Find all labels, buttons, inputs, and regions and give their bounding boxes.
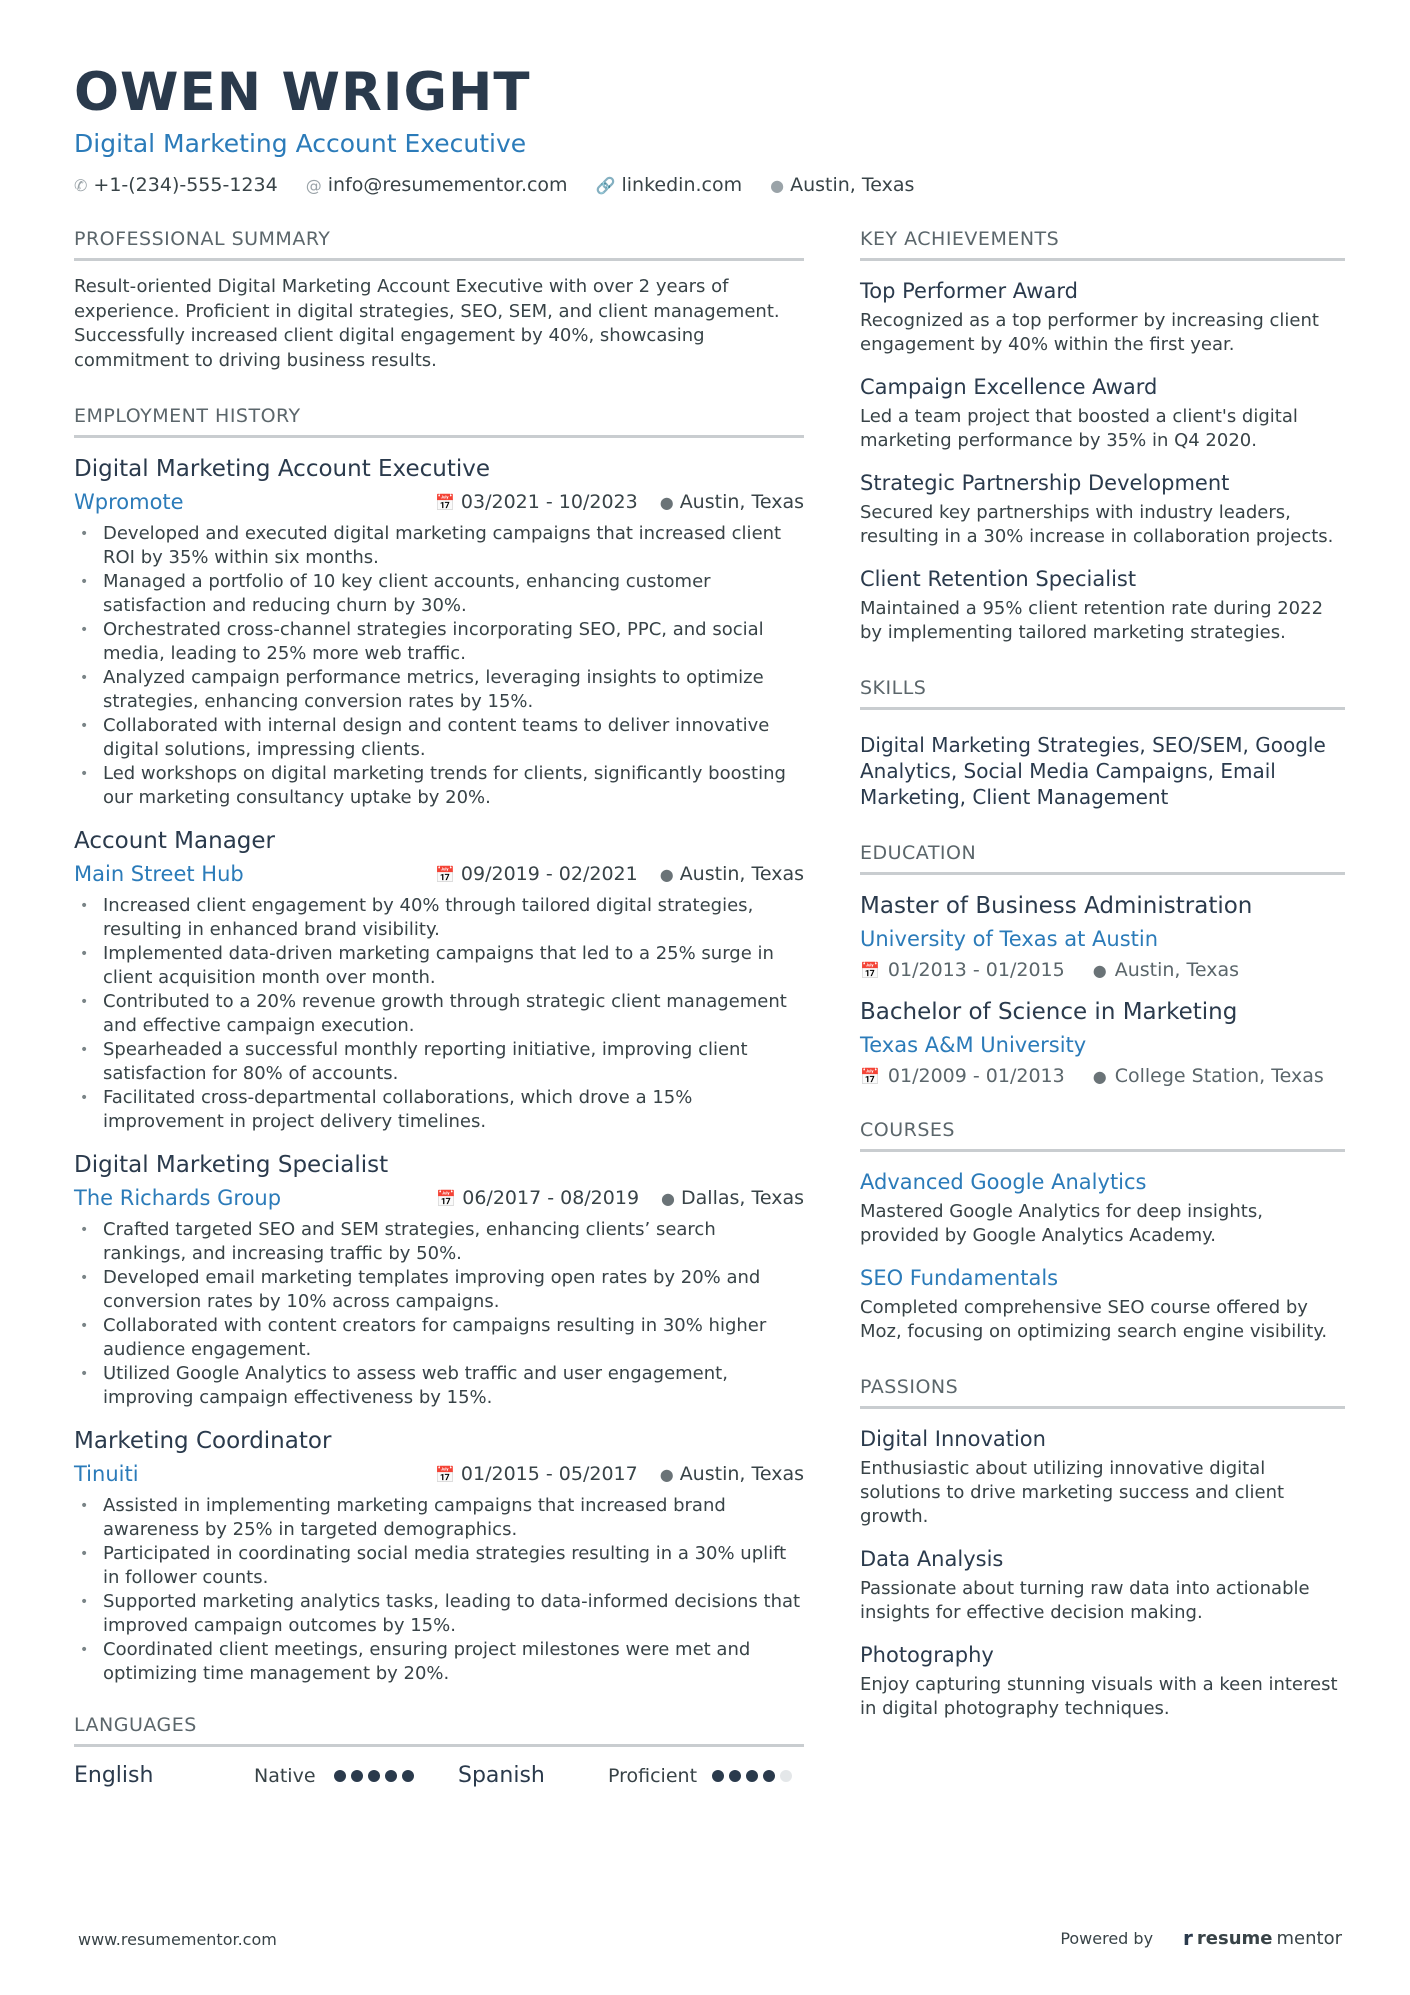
section-title: PASSIONS [860, 1374, 1345, 1409]
passion-title: Digital Innovation [860, 1427, 1046, 1451]
language-level: Proficient [608, 1764, 698, 1787]
job-title: Digital Marketing Specialist [74, 1152, 389, 1178]
languages-section [74, 1712, 804, 1788]
list-item: • Coordinated client meetings, ensuring project milestones were met and optimizing time management by 20%. [74, 1638, 804, 1686]
language-rating [712, 1770, 792, 1782]
list-item: • Led workshops on digital marketing trends for clients, significantly boosting our marketing consultancy uptake by 20%. [74, 762, 804, 810]
job-entry [74, 826, 804, 1134]
passion-desc: Enjoy capturing stunning visuals with a keen interest in digital photography techniques. [860, 1674, 1338, 1719]
email-text: info@resumementor.com [327, 174, 568, 196]
job-location [660, 491, 804, 513]
powered-by-text: Powered by [1060, 1928, 1154, 1948]
candidate-headline: Digital Marketing Account Executive [74, 129, 527, 158]
courses-section [860, 1117, 1345, 1344]
job-dates [435, 863, 638, 885]
company-name: Tinuiti [74, 1462, 139, 1486]
list-item: • Crafted targeted SEO and SEM strategies, enhancing clients’ search rankings, and increasing traffic by 50%. [74, 1218, 804, 1266]
job-location-text: Austin, Texas [679, 863, 804, 885]
job-entry [74, 1426, 804, 1686]
brand-name-bold: resume [1196, 1927, 1273, 1949]
map-pin-icon: ● [770, 175, 785, 195]
section-title: SKILLS [860, 675, 1345, 710]
calendar-icon: 📅 [436, 1189, 457, 1208]
passion-desc: Enthusiastic about utilizing innovative digital solutions to drive marketing success and client growth. [860, 1458, 1285, 1527]
job-row [74, 488, 804, 516]
calendar-icon: 📅 [434, 865, 455, 884]
achievement-title: Campaign Excellence Award [860, 375, 1158, 399]
passion-item [860, 1545, 1345, 1625]
rating-dot-filled [712, 1770, 724, 1782]
education-section [860, 840, 1345, 1087]
list-item: • Increased client engagement by 40% through tailored digital strategies, resulting in enhanced brand visibility. [74, 894, 804, 942]
link-icon: 🔗 [595, 175, 616, 195]
job-dates [436, 1187, 639, 1209]
map-pin-icon: ● [659, 493, 674, 512]
job-meta [436, 1187, 804, 1209]
edu-degree: Bachelor of Science in Marketing [860, 999, 1238, 1025]
achievement-item [860, 565, 1345, 645]
achievement-desc: Secured key partnerships with industry leaders, resulting in a 30% increase in collaboration projects. [860, 502, 1334, 547]
edu-location-text: College Station, Texas [1114, 1065, 1324, 1087]
language-name: English [74, 1763, 154, 1788]
website-text: linkedin.com [621, 174, 743, 196]
education-item [860, 891, 1345, 981]
rating-dot-filled [402, 1770, 414, 1782]
language-item [74, 1763, 458, 1788]
map-pin-icon: ● [659, 865, 674, 884]
list-item: • Developed email marketing templates improving open rates by 20% and conversion rates by 10% across campaigns. [74, 1266, 804, 1314]
job-dates [435, 1463, 638, 1485]
contact-phone [74, 174, 278, 196]
course-item [860, 1264, 1345, 1344]
course-desc: Completed comprehensive SEO course offered by Moz, focusing on optimizing search engine visibility. [860, 1297, 1328, 1342]
employment-section [74, 403, 804, 1686]
map-pin-icon: ● [661, 1189, 676, 1208]
at-sign-icon: @ [305, 175, 322, 195]
passion-item [860, 1425, 1345, 1529]
summary-section [74, 226, 804, 373]
list-item: • Contributed to a 20% revenue growth through strategic client management and effective campaign execution. [74, 990, 804, 1038]
right-column [860, 226, 1345, 1751]
list-item: • Analyzed campaign performance metrics, leveraging insights to optimize strategies, enhancing conversion rates by 15%. [74, 666, 804, 714]
section-title: KEY ACHIEVEMENTS [860, 226, 1345, 261]
footer-site-link[interactable]: www.resumementor.com [78, 1930, 277, 1949]
edu-degree: Master of Business Administration [860, 893, 1253, 919]
passions-section [860, 1374, 1345, 1721]
job-row [74, 1184, 804, 1212]
company-name: Wpromote [74, 490, 184, 514]
job-location [661, 1187, 804, 1209]
job-title: Digital Marketing Account Executive [74, 456, 490, 482]
skills-section [860, 675, 1345, 810]
brand-name-rest: mentor [1276, 1927, 1342, 1949]
edu-location [1093, 959, 1239, 981]
list-item: • Implemented data-driven marketing campaigns that led to a 25% surge in client acquisition month over month. [74, 942, 804, 990]
section-title: COURSES [860, 1117, 1345, 1152]
job-bullets [74, 1218, 804, 1410]
edu-dates-text: 01/2013 - 01/2015 [887, 959, 1065, 981]
job-dates [435, 491, 638, 513]
job-bullets [74, 522, 804, 810]
skills-text: Digital Marketing Strategies, SEO/SEM, Google Analytics, Social Media Campaigns, Email Marketing, Client Management [860, 733, 1326, 809]
brand-mark-icon: r [1183, 1926, 1193, 1950]
job-row [74, 860, 804, 888]
education-item [860, 997, 1345, 1087]
phone-icon: ✆ [74, 175, 88, 195]
job-bullets [74, 1494, 804, 1686]
job-location [660, 1463, 804, 1485]
map-pin-icon: ● [1092, 1067, 1107, 1086]
list-item: • Collaborated with internal design and content teams to deliver innovative digital solutions, impressing clients. [74, 714, 804, 762]
edu-location [1093, 1065, 1324, 1087]
passion-item [860, 1641, 1345, 1721]
course-title: SEO Fundamentals [860, 1266, 1059, 1290]
calendar-icon: 📅 [434, 1465, 455, 1484]
map-pin-icon: ● [659, 1465, 674, 1484]
rating-dot-filled [368, 1770, 380, 1782]
passion-title: Photography [860, 1643, 994, 1667]
job-meta [435, 1463, 804, 1485]
calendar-icon: 📅 [434, 493, 455, 512]
languages-list [74, 1763, 804, 1788]
list-item: • Managed a portfolio of 10 key client accounts, enhancing customer satisfaction and reducing churn by 30%. [74, 570, 804, 618]
achievement-item [860, 469, 1345, 549]
rating-dot-filled [351, 1770, 363, 1782]
achievement-title: Strategic Partnership Development [860, 471, 1230, 495]
job-dates-text: 03/2021 - 10/2023 [460, 491, 638, 513]
resume-header [74, 62, 1344, 196]
rating-dot-filled [385, 1770, 397, 1782]
list-item: • Assisted in implementing marketing campaigns that increased brand awareness by 25% in targeted demographics. [74, 1494, 804, 1542]
job-dates-text: 01/2015 - 05/2017 [460, 1463, 638, 1485]
language-name: Spanish [458, 1763, 545, 1788]
job-meta [435, 863, 804, 885]
job-bullets [74, 894, 804, 1134]
list-item: • Spearheaded a successful monthly reporting initiative, improving client satisfaction for 80% of accounts. [74, 1038, 804, 1086]
section-title: EMPLOYMENT HISTORY [74, 403, 804, 438]
edu-meta [860, 959, 1345, 981]
job-row [74, 1460, 804, 1488]
company-name: The Richards Group [74, 1186, 282, 1210]
calendar-icon: 📅 [860, 1067, 880, 1086]
rating-dot-filled [334, 1770, 346, 1782]
edu-school: University of Texas at Austin [860, 927, 1159, 951]
list-item: • Supported marketing analytics tasks, leading to data-informed decisions that improved campaign outcomes by 15%. [74, 1590, 804, 1638]
achievement-desc: Led a team project that boosted a client's digital marketing performance by 35% in Q4 2020. [860, 406, 1298, 451]
company-name: Main Street Hub [74, 862, 244, 886]
achievement-title: Top Performer Award [860, 279, 1078, 303]
language-rating [334, 1770, 414, 1782]
job-meta [435, 491, 804, 513]
edu-location-text: Austin, Texas [1114, 959, 1240, 981]
brand-logo[interactable] [1183, 1926, 1342, 1950]
location-text: Austin, Texas [790, 174, 915, 196]
job-location-text: Austin, Texas [679, 491, 804, 513]
achievement-item [860, 373, 1345, 453]
list-item: • Participated in coordinating social media strategies resulting in a 30% uplift in follower counts. [74, 1542, 804, 1590]
rating-dot-filled [729, 1770, 741, 1782]
contact-location [770, 174, 914, 196]
rating-dot-filled [746, 1770, 758, 1782]
left-column [74, 226, 804, 1818]
list-item: • Utilized Google Analytics to assess web traffic and user engagement, improving campaign effectiveness by 15%. [74, 1362, 804, 1410]
edu-school: Texas A&M University [860, 1033, 1087, 1057]
section-title: PROFESSIONAL SUMMARY [74, 226, 804, 261]
edu-dates [860, 959, 1065, 981]
job-location [660, 863, 804, 885]
course-item [860, 1168, 1345, 1248]
map-pin-icon: ● [1092, 961, 1107, 980]
calendar-icon: 📅 [860, 961, 880, 980]
edu-dates [860, 1065, 1065, 1087]
footer-branding [1060, 1926, 1342, 1950]
achievement-desc: Maintained a 95% client retention rate during 2022 by implementing tailored marketing strategies. [860, 598, 1324, 643]
section-title: LANGUAGES [74, 1712, 804, 1747]
contact-email[interactable] [306, 174, 568, 196]
rating-dot-filled [763, 1770, 775, 1782]
achievement-title: Client Retention Specialist [860, 567, 1137, 591]
candidate-name: OWEN WRIGHT [74, 62, 531, 123]
contact-website[interactable] [596, 174, 743, 196]
list-item: • Facilitated cross-departmental collaborations, which drove a 15% improvement in project delivery timelines. [74, 1086, 804, 1134]
list-item: • Developed and executed digital marketing campaigns that increased client ROI by 35% within six months. [74, 522, 804, 570]
summary-text: Result-oriented Digital Marketing Account Executive with over 2 years of experience. Proficient in digital strategies, SEO, SEM, and client management. Successfully increased client digital engagement by 40%, showcasing commitment to driving business results. [74, 276, 780, 371]
job-location-text: Austin, Texas [679, 1463, 804, 1485]
job-entry [74, 1150, 804, 1410]
job-title: Marketing Coordinator [74, 1428, 332, 1454]
list-item: • Collaborated with content creators for campaigns resulting in 30% higher audience engagement. [74, 1314, 804, 1362]
achievement-desc: Recognized as a top performer by increasing client engagement by 40% within the first year. [860, 310, 1319, 355]
job-title: Account Manager [74, 828, 275, 854]
passion-desc: Passionate about turning raw data into actionable insights for effective decision making. [860, 1578, 1310, 1623]
list-item: • Orchestrated cross-channel strategies incorporating SEO, PPC, and social media, leading to 25% more web traffic. [74, 618, 804, 666]
contact-bar [74, 174, 1344, 196]
passion-title: Data Analysis [860, 1547, 1004, 1571]
job-location-text: Dallas, Texas [681, 1187, 804, 1209]
language-level: Native [254, 1764, 316, 1787]
section-title: EDUCATION [860, 840, 1345, 875]
rating-dot-empty [780, 1770, 792, 1782]
edu-dates-text: 01/2009 - 01/2013 [887, 1065, 1065, 1087]
job-entry [74, 454, 804, 810]
language-item [458, 1763, 804, 1788]
course-title: Advanced Google Analytics [860, 1170, 1147, 1194]
edu-meta [860, 1065, 1345, 1087]
achievement-item [860, 277, 1345, 357]
job-dates-text: 09/2019 - 02/2021 [460, 863, 638, 885]
achievements-section [860, 226, 1345, 645]
phone-text: +1-(234)-555-1234 [93, 174, 278, 196]
job-dates-text: 06/2017 - 08/2019 [462, 1187, 640, 1209]
course-desc: Mastered Google Analytics for deep insights, provided by Google Analytics Academy. [860, 1201, 1263, 1246]
